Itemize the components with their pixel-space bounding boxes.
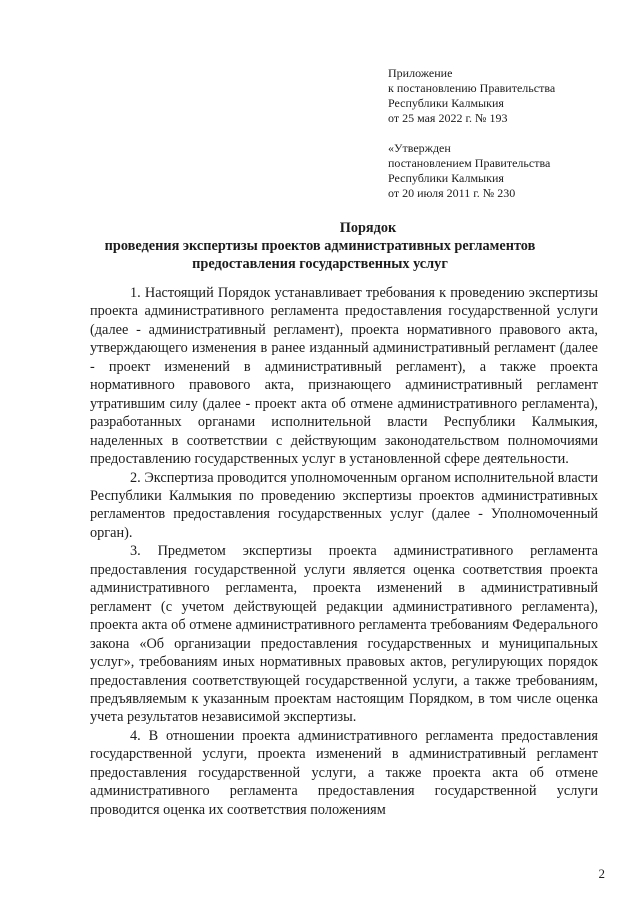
approved-line: постановлением Правительства xyxy=(388,156,551,170)
appendix-line: Республики Калмыкия xyxy=(388,96,504,110)
approved-line: от 20 июля 2011 г. № 230 xyxy=(388,186,516,200)
paragraph-1: 1. Настоящий Порядок устанавливает требования к проведению экспертизы проекта административного регламента предоставления государственной услуги (далее - административный регламент), проекта нормативного правового акта, утверждающего изменения в ранее изданный административный регламент (далее - проект изменений в административный регламент), а также проекта нормативного правового акта, признающего административный регламент утратившим силу (далее - проект акта об отмене административного регламента), разработанных органами исполнительной власти Республики Калмыкия, наделенных в соответствии с действующим законодательством полномочиями предоставлению государственных услуг в установленной сфере деятельности. xyxy=(90,285,598,468)
title-line: Порядок xyxy=(339,220,397,236)
page-number: 2 xyxy=(598,866,605,881)
title-line: предоставления государственных услуг xyxy=(192,256,448,272)
title-line: проведения экспертизы проектов административных регламентов xyxy=(104,238,536,254)
paragraph-2: 2. Экспертиза проводится уполномоченным органом исполнительной власти Республики Калмыкия по проведению экспертизы проектов административных регламентов предоставления государственных услуг (далее - Уполномоченный орган). xyxy=(90,469,598,541)
appendix-line: от 25 мая 2022 г. № 193 xyxy=(388,111,508,125)
appendix-header xyxy=(388,66,628,126)
document-body xyxy=(90,284,598,819)
appendix-line: к постановлению Правительства xyxy=(388,81,556,95)
appendix-line: Приложение xyxy=(388,66,453,80)
paragraph-3: 3. Предметом экспертизы проекта административного регламента предоставления государственной услуги является оценка соответствия проекта административного регламента, проекта изменений в административный регламент (с учетом действующей редакции административного регламента), проекта акта об отмене административного регламента требованиям Федерального закона «Об организации предоставления государственных и муниципальных услуг», требованиям иных нормативных правовых актов, регулирующих порядок предоставления соответствующей государственной услуги, а также требованиям, предъявляемым к указанным проектам настоящим Порядком, в том числе оценка учета результатов независимой экспертизы. xyxy=(90,543,598,726)
approved-header xyxy=(388,141,628,201)
approved-line: Республики Калмыкия xyxy=(388,171,504,185)
paragraph-4: 4. В отношении проекта административного регламента предоставления государственной услуги, проекта изменений в административный регламент предоставления государственной услуги, а также проекта акта об отмене административного регламента предоставления государственной услуги проводится оценка их соответствия положениям xyxy=(90,727,598,818)
document-title xyxy=(90,219,550,273)
approved-line: «Утвержден xyxy=(388,141,451,155)
